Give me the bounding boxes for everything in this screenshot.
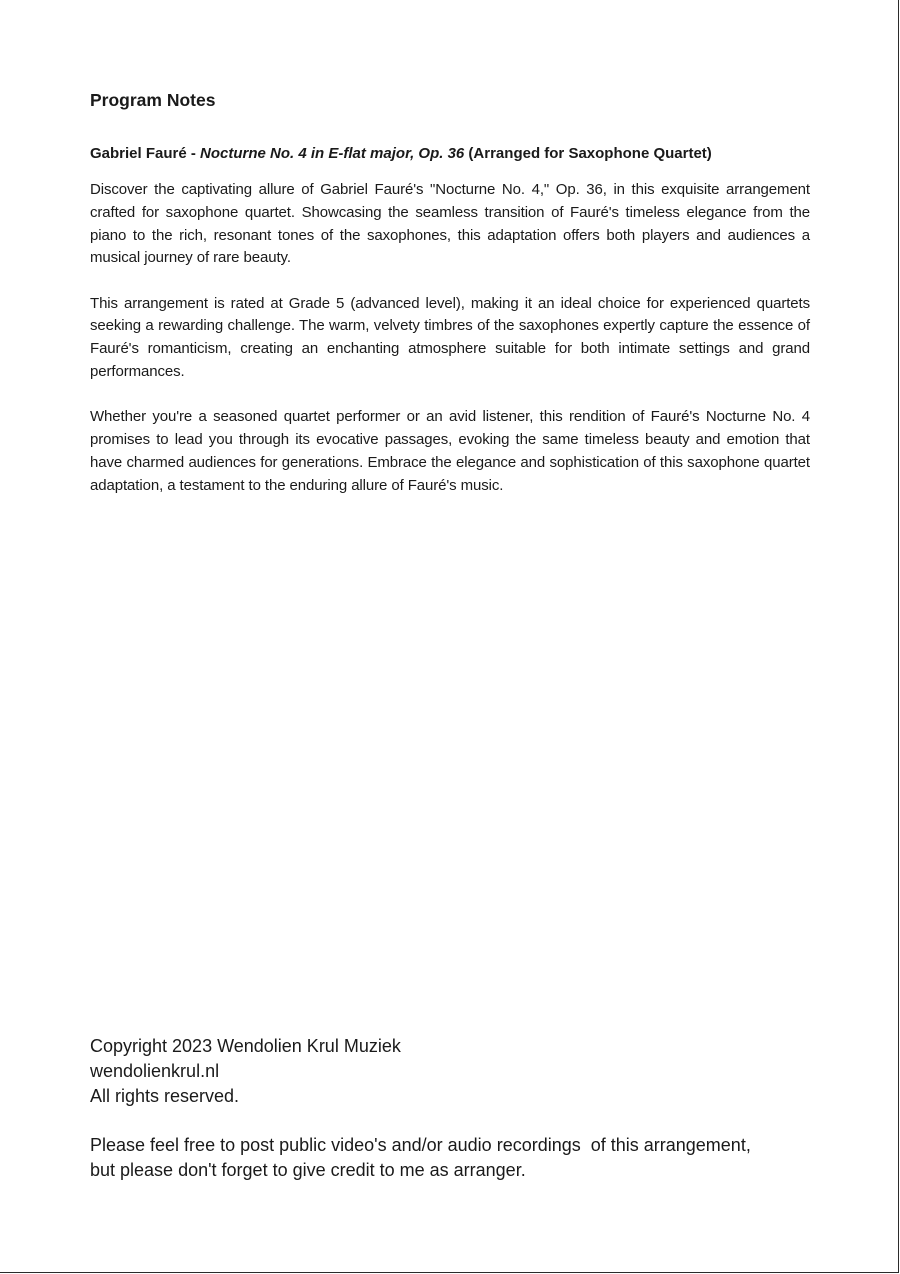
page-heading: Program Notes bbox=[90, 90, 216, 110]
composer-name: Gabriel Fauré - bbox=[90, 145, 201, 162]
program-notes-section bbox=[90, 88, 810, 520]
piece-title bbox=[90, 144, 810, 164]
rights-line: All rights reserved. bbox=[90, 1086, 240, 1106]
usage-note-line: but please don't forget to give credit to me as arranger. bbox=[90, 1160, 526, 1180]
usage-note-line: Please feel free to post public video's and/or audio recordings of this arrangement, bbox=[90, 1135, 751, 1155]
paragraph-closing: Whether you're a seasoned quartet performer or an avid listener, this rendition of Fauré's Nocturne No. 4 promises to lead you through its evocative passages, evoking the same timeless beauty and emotion that have charmed audiences for generations. Embrace the elegance and sophistication of this saxophone quartet adaptation, a testament to the enduring allure of Fauré's music. bbox=[90, 408, 810, 494]
paragraph-intro: Discover the captivating allure of Gabriel Fauré's "Nocturne No. 4," Op. 36, in this exquisite arrangement crafted for saxophone quartet. Showcasing the seamless transition of Fauré's timeless elegance from the piano to the rich, resonant tones of the saxophones, this adaptation offers both players and audiences a musical journey of rare beauty. bbox=[90, 181, 810, 267]
copyright-footer bbox=[90, 1034, 820, 1183]
copyright-line: Copyright 2023 Wendolien Krul Muziek bbox=[90, 1036, 401, 1056]
arrangement-note: (Arranged for Saxophone Quartet) bbox=[464, 145, 712, 162]
paragraph-grade: This arrangement is rated at Grade 5 (advanced level), making it an ideal choice for experienced quartets seeking a rewarding challenge. The warm, velvety timbres of the saxophones expertly capture the essence of Fauré's romanticism, creating an enchanting atmosphere suitable for both intimate settings and grand performances. bbox=[90, 294, 810, 381]
website-text: wendolienkrul.nl bbox=[90, 1061, 220, 1081]
work-title: Nocturne No. 4 in E-flat major, Op. 36 bbox=[200, 145, 465, 162]
usage-note bbox=[90, 1133, 820, 1183]
